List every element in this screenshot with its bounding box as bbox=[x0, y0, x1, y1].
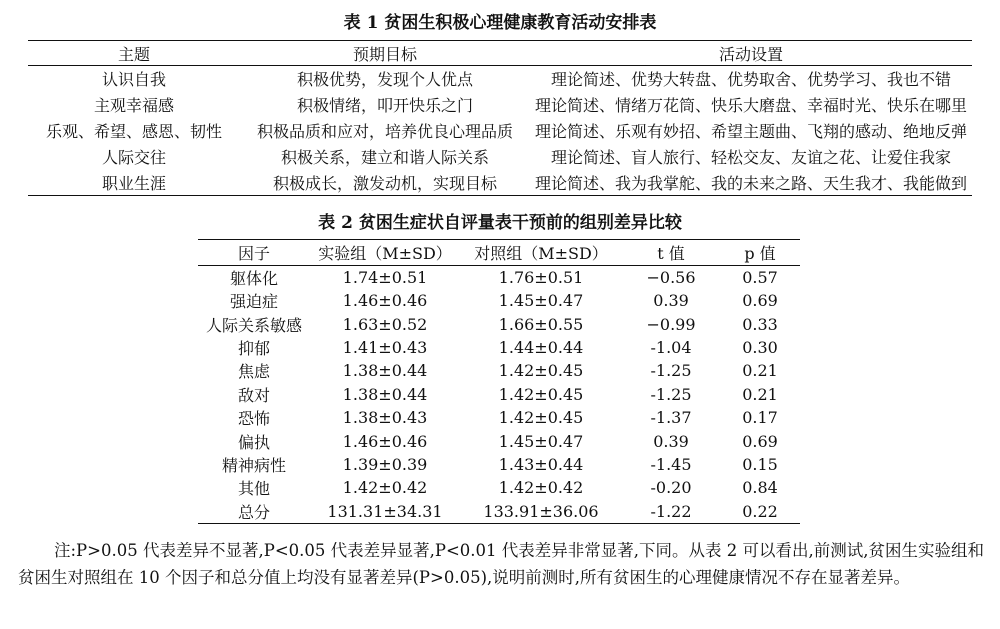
control-cell: 1.66±0.55 bbox=[498, 314, 584, 334]
factor-cell: 精神病性 bbox=[221, 455, 286, 475]
t-value-cell: -1.37 bbox=[650, 408, 692, 428]
table-row bbox=[28, 170, 972, 196]
table-row bbox=[198, 359, 800, 382]
table-row bbox=[28, 66, 972, 92]
theme-cell: 主观幸福感 bbox=[93, 96, 174, 115]
scl90-comparison-table bbox=[198, 239, 800, 524]
activities-cell: 理论简述、我为我掌舵、我的未来之路、天生我才、我能做到 bbox=[530, 170, 972, 196]
factor-cell: 躯体化 bbox=[229, 269, 278, 288]
t-value-cell: 0.39 bbox=[653, 291, 689, 311]
experimental-cell: 1.38±0.44 bbox=[342, 384, 428, 404]
p-value-cell: 0.33 bbox=[742, 314, 778, 334]
goal-cell: 积极关系，建立和谐人际关系 bbox=[280, 148, 489, 167]
t-value-cell: -1.22 bbox=[622, 500, 720, 524]
experimental-cell: 1.42±0.42 bbox=[342, 478, 428, 498]
table-row bbox=[198, 383, 800, 406]
t-value-cell: 0.39 bbox=[653, 431, 689, 451]
experimental-cell: 131.31±34.31 bbox=[310, 500, 460, 524]
table-row bbox=[28, 118, 972, 144]
table-row bbox=[198, 312, 800, 335]
theme-cell: 认识自我 bbox=[101, 70, 166, 90]
control-cell: 1.42±0.45 bbox=[498, 384, 584, 404]
experimental-cell: 1.63±0.52 bbox=[342, 314, 428, 334]
table-row bbox=[28, 144, 972, 170]
table2-header-experimental: 实验组（M±SD） bbox=[310, 240, 460, 266]
control-cell: 1.76±0.51 bbox=[498, 268, 584, 287]
p-value-cell: 0.69 bbox=[742, 431, 778, 451]
t-value-cell: -0.20 bbox=[650, 478, 692, 498]
control-cell: 1.44±0.44 bbox=[498, 337, 584, 357]
factor-cell: 其他 bbox=[237, 479, 270, 499]
goal-cell: 积极成长，激发动机，实现目标 bbox=[240, 170, 530, 196]
p-value-cell: 0.15 bbox=[742, 454, 778, 474]
t-value-cell: -1.25 bbox=[650, 384, 692, 404]
control-cell: 1.42±0.45 bbox=[498, 408, 584, 428]
table2-header-t: t 值 bbox=[622, 240, 720, 266]
t-value-cell: -1.25 bbox=[650, 361, 692, 381]
experimental-cell: 1.39±0.39 bbox=[342, 454, 428, 474]
activities-cell: 理论简述、情绪万花筒、快乐大磨盘、幸福时光、快乐在哪里 bbox=[534, 96, 967, 115]
table2-header-row bbox=[198, 240, 800, 266]
goal-cell: 积极品质和应对，培养优良心理品质 bbox=[256, 122, 513, 141]
control-cell: 1.43±0.44 bbox=[498, 454, 584, 474]
table1-header-activities: 活动设置 bbox=[530, 41, 972, 66]
table-row bbox=[198, 500, 800, 524]
activities-cell: 理论简述、优势大转盘、优势取舍、优势学习、我也不错 bbox=[550, 70, 951, 90]
experimental-cell: 1.74±0.51 bbox=[342, 268, 428, 287]
table-row bbox=[198, 289, 800, 312]
goal-cell: 积极情绪，叩开快乐之门 bbox=[296, 96, 473, 115]
experimental-cell: 1.46±0.46 bbox=[342, 431, 428, 451]
control-cell: 1.42±0.42 bbox=[498, 478, 584, 498]
p-value-cell: 0.21 bbox=[742, 384, 778, 404]
control-cell: 1.42±0.45 bbox=[498, 361, 584, 381]
experimental-cell: 1.41±0.43 bbox=[342, 337, 428, 357]
activities-cell: 理论简述、盲人旅行、轻松交友、友谊之花、让爱住我家 bbox=[550, 148, 951, 167]
table1-header-row bbox=[28, 41, 972, 66]
factor-cell: 总分 bbox=[198, 500, 310, 524]
control-cell: 1.45±0.47 bbox=[498, 291, 584, 311]
t-value-cell: -1.45 bbox=[650, 454, 692, 474]
table1-header-goal: 预期目标 bbox=[240, 41, 530, 66]
control-cell: 133.91±36.06 bbox=[460, 500, 622, 524]
factor-cell: 焦虑 bbox=[237, 362, 270, 382]
table-row bbox=[198, 406, 800, 429]
theme-cell: 乐观、希望、感恩、韧性 bbox=[45, 122, 222, 141]
factor-cell: 人际关系敏感 bbox=[205, 315, 302, 335]
table-row bbox=[198, 336, 800, 359]
t-value-cell: -1.04 bbox=[650, 337, 692, 357]
p-value-cell: 0.17 bbox=[742, 408, 778, 428]
p-value-cell: 0.69 bbox=[742, 291, 778, 311]
p-value-cell: 0.22 bbox=[720, 500, 800, 524]
p-value-cell: 0.30 bbox=[742, 337, 778, 357]
table1-header-theme: 主题 bbox=[28, 41, 240, 66]
factor-cell: 敌对 bbox=[237, 385, 270, 405]
experimental-cell: 1.46±0.46 bbox=[342, 291, 428, 311]
experimental-cell: 1.38±0.43 bbox=[342, 408, 428, 428]
p-value-cell: 0.57 bbox=[742, 268, 778, 287]
table2-caption: 表 2 贫困生症状自评量表干预前的组别差异比较 bbox=[318, 213, 682, 233]
p-value-cell: 0.21 bbox=[742, 361, 778, 381]
table2-header-factor: 因子 bbox=[198, 240, 310, 266]
theme-cell: 职业生涯 bbox=[28, 170, 240, 196]
table2-header-control: 对照组（M±SD） bbox=[460, 240, 622, 266]
activities-cell: 理论简述、乐观有妙招、希望主题曲、飞翔的感动、绝地反弹 bbox=[534, 122, 967, 141]
t-value-cell: −0.56 bbox=[646, 268, 696, 287]
factor-cell: 抑郁 bbox=[237, 338, 270, 358]
factor-cell: 强迫症 bbox=[229, 292, 278, 312]
table-row bbox=[198, 429, 800, 452]
p-value-cell: 0.84 bbox=[742, 478, 778, 498]
t-value-cell: −0.99 bbox=[646, 314, 696, 334]
theme-cell: 人际交往 bbox=[101, 148, 166, 167]
table2-header-p: p 值 bbox=[720, 240, 800, 266]
table1-caption: 表 1 贫困生积极心理健康教育活动安排表 bbox=[343, 13, 657, 33]
activity-schedule-table bbox=[28, 40, 972, 196]
goal-cell: 积极优势，发现个人优点 bbox=[296, 70, 473, 90]
table-row bbox=[198, 453, 800, 476]
factor-cell: 恐怖 bbox=[237, 409, 270, 429]
table-note: 注:P>0.05 代表差异不显著,P<0.05 代表差异显著,P<0.01 代表差异非常显著,下同。从表 2 可以看出,前测试,贫困生实验组和贫困生对照组在 10 个因子和总分值上均没有显著差异(P>0.05),说明前测时,所有贫困生的心理健康情况不存在显著差异。 bbox=[18, 541, 985, 587]
experimental-cell: 1.38±0.44 bbox=[342, 361, 428, 381]
table-row bbox=[28, 92, 972, 118]
control-cell: 1.45±0.47 bbox=[498, 431, 584, 451]
factor-cell: 偏执 bbox=[237, 432, 270, 452]
table-row bbox=[198, 266, 800, 290]
table-row bbox=[198, 476, 800, 499]
